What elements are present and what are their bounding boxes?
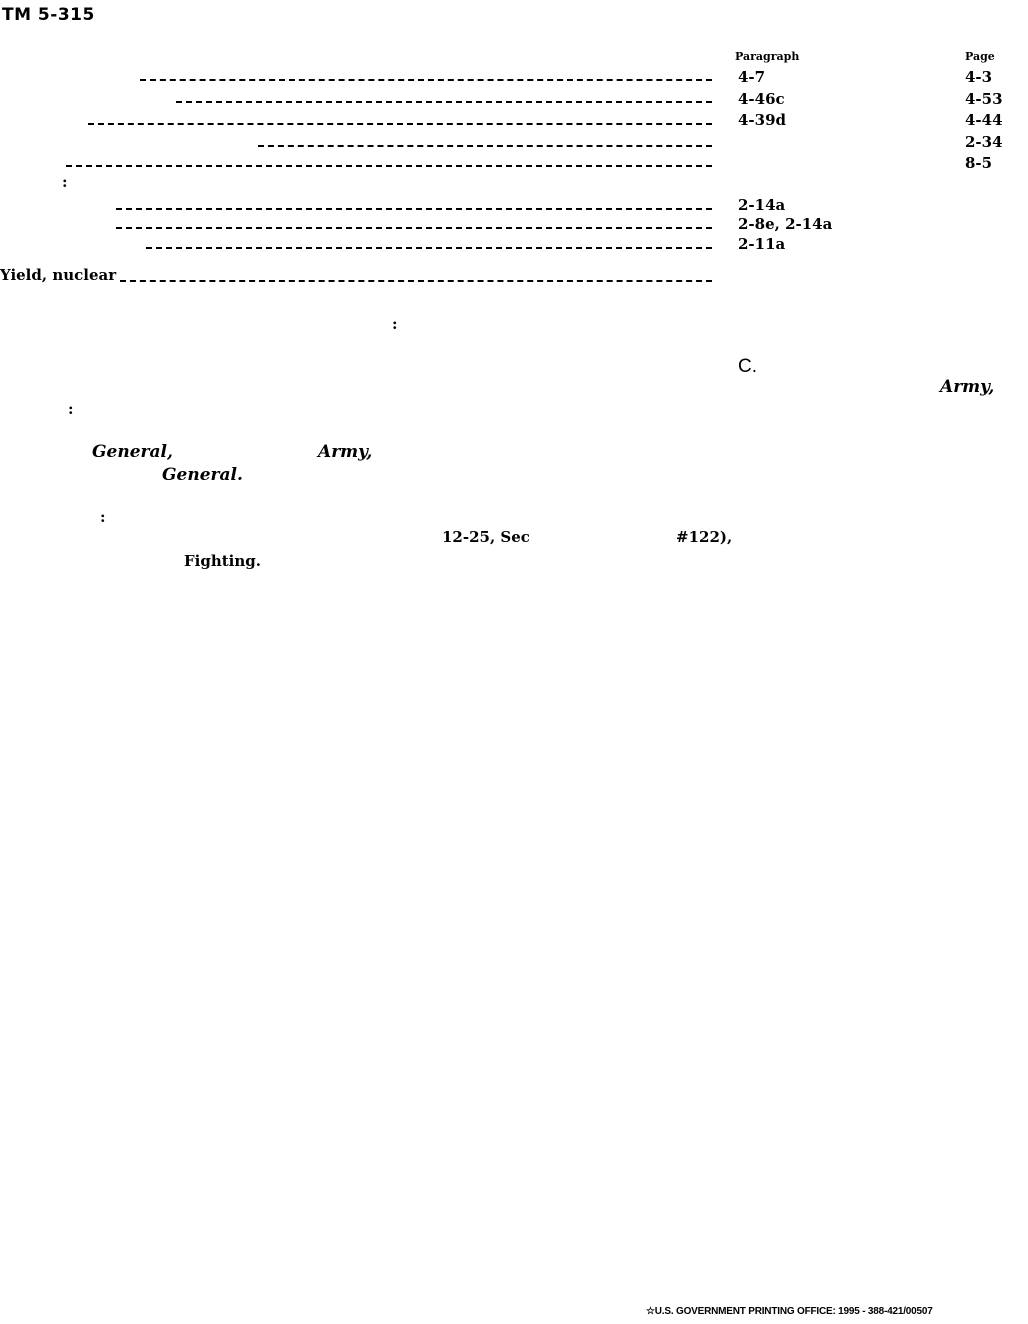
page-ref: 4-53 [965,90,1003,108]
dot-leader [116,208,712,210]
paragraph-ref: 2-8e, 2-14a [738,215,833,233]
colon: : [68,400,74,418]
page-ref: 4-44 [965,111,1003,129]
initial-c: C. [738,356,757,377]
general-word: General. [162,465,243,485]
dot-leader [66,165,712,167]
dot-leader [176,101,712,103]
paragraph-ref: 2-14a [738,196,786,214]
general-word: General, [92,442,173,462]
army-word: Army, [318,442,373,462]
dot-leader [88,123,712,125]
page-ref: 8-5 [965,154,993,172]
dot-leader [116,227,712,229]
paragraph-ref: 4-39d [738,111,787,129]
index-colon: : [62,173,68,191]
colon: : [392,315,398,333]
document-id: TM 5-315 [2,5,95,25]
column-heading-page: Page [965,50,995,63]
army-word: Army, [940,377,995,397]
paragraph-ref: 4-7 [738,68,766,86]
paragraph-ref: 2-11a [738,235,786,253]
dot-leader [140,79,712,81]
page-ref: 2-34 [965,133,1003,151]
distribution-reference: 12-25, Sec [442,528,530,546]
column-heading-paragraph: Paragraph [735,50,800,63]
index-entry-label: Yield, nuclear [0,266,117,284]
distribution-subject: Fighting. [184,552,261,570]
colon: : [100,508,106,526]
dot-leader [258,145,712,147]
distribution-number: #122), [676,528,733,546]
dot-leader [120,280,712,282]
page-ref: 4-3 [965,68,993,86]
dot-leader [146,247,712,249]
printing-office-imprint: ☆U.S. GOVERNMENT PRINTING OFFICE: 1995 - 388-421/00507 [646,1306,933,1317]
paragraph-ref: 4-46c [738,90,785,108]
